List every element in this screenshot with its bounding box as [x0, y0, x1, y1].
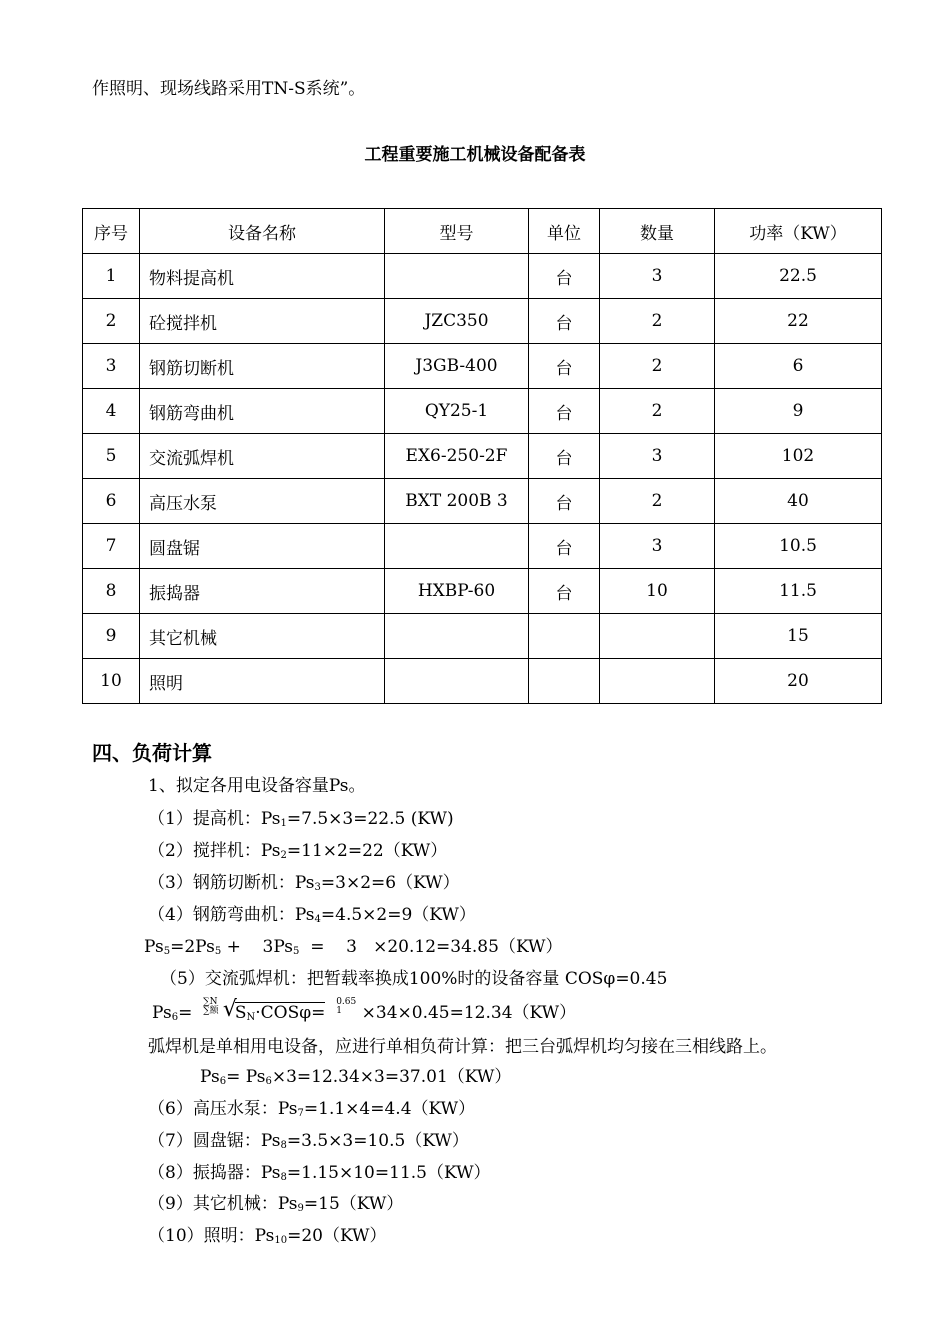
table-cell: 7: [83, 524, 140, 569]
table-cell: 台: [529, 344, 600, 389]
calc-line-9: 弧焊机是单相用电设备，应进行单相负荷计算：把三台弧焊机均匀接在三相线路上。: [148, 1037, 777, 1057]
calc-line-14: （9）其它机械：$Ps_9=15(KW)$: [148, 1194, 404, 1214]
table-cell: 2: [600, 344, 715, 389]
table-cell: 圆盘锯: [140, 524, 385, 569]
table-cell: 2: [83, 299, 140, 344]
table-cell: 40: [715, 479, 882, 524]
table-row: [83, 299, 882, 344]
table-header-cell: 型号: [385, 209, 529, 254]
table-row: [83, 659, 882, 704]
table-cell: 3: [83, 344, 140, 389]
table-cell: [385, 524, 529, 569]
table-cell: 高压水泵: [140, 479, 385, 524]
table-cell: 6: [715, 344, 882, 389]
table-cell: 102: [715, 434, 882, 479]
table-cell: [385, 254, 529, 299]
table-cell: [600, 614, 715, 659]
table-cell: 6: [83, 479, 140, 524]
table-cell: 台: [529, 569, 600, 614]
table-cell: 钢筋切断机: [140, 344, 385, 389]
table-cell: 20: [715, 659, 882, 704]
table-cell: 2: [600, 299, 715, 344]
table-cell: [385, 659, 529, 704]
table-row: [83, 524, 882, 569]
table-cell: [600, 659, 715, 704]
table-cell: 8: [83, 569, 140, 614]
calc-line-6: $Ps_5=2Ps_5$ + $3Ps_5$ = 3 ×20.12=34.85（KW）: [144, 937, 563, 957]
table-cell: 2: [600, 479, 715, 524]
table-cell: 3: [600, 524, 715, 569]
calc-line-3: （2）搅拌机：$Ps_2=11\times 2=22(KW)$: [148, 841, 448, 861]
table-header-cell: 数量: [600, 209, 715, 254]
calc-line-11: （6）高压水泵：$Ps_7=1.1\times 4=4.4(KW)$: [148, 1099, 476, 1119]
calc-line-12: （7）圆盘锯：$Ps_8=3.5\times 3=10.5(KW)$: [148, 1131, 469, 1151]
table-cell: 振捣器: [140, 569, 385, 614]
table-cell: 11.5: [715, 569, 882, 614]
table-cell: 10.5: [715, 524, 882, 569]
table-header-cell: 功率（KW）: [715, 209, 882, 254]
table-cell: 10: [600, 569, 715, 614]
table-row: [83, 344, 882, 389]
table-row: [83, 614, 882, 659]
table-cell: 3: [600, 254, 715, 299]
table-cell: 9: [715, 389, 882, 434]
calc-line-4: （3）钢筋切断机：$Ps_3=3\times 2=6(KW)$: [148, 873, 460, 893]
table-row: [83, 389, 882, 434]
table-header-cell: 设备名称: [140, 209, 385, 254]
table-header-cell: 序号: [83, 209, 140, 254]
table-title: 工程重要施工机械设备配备表: [364, 145, 586, 165]
calc-line-10: $Ps_6= Ps_6\times 3=12.34\times 3=37.01(KW)$: [200, 1067, 512, 1087]
table-cell: HXBP-60: [385, 569, 529, 614]
table-row: [83, 479, 882, 524]
table-cell: 台: [529, 389, 600, 434]
table-cell: [529, 614, 600, 659]
table-cell: BXT 200B 3: [385, 479, 529, 524]
table-row: [83, 569, 882, 614]
table-cell: 台: [529, 479, 600, 524]
table-cell: 22: [715, 299, 882, 344]
table-cell: J3GB-400: [385, 344, 529, 389]
table-cell: 台: [529, 254, 600, 299]
calc-line-1: 1、拟定各用电设备容量Ps。: [148, 776, 366, 796]
table-cell: 物料提高机: [140, 254, 385, 299]
table-cell: 交流弧焊机: [140, 434, 385, 479]
calc-line-13: （8）振捣器：$Ps_8=1.15\times 10=11.5(KW)$: [148, 1163, 491, 1183]
calc-line-5: （4）钢筋弯曲机：$Ps_4=4.5\times 2=9(KW)$: [148, 905, 476, 925]
table-cell: 台: [529, 434, 600, 479]
section-heading: 四、负荷计算: [92, 741, 212, 765]
table-cell: 5: [83, 434, 140, 479]
table-header-row: [83, 209, 882, 254]
table-cell: 10: [83, 659, 140, 704]
table-row: [83, 434, 882, 479]
table-header-cell: 单位: [529, 209, 600, 254]
table-cell: JZC350: [385, 299, 529, 344]
table-cell: 1: [83, 254, 140, 299]
table-cell: [385, 614, 529, 659]
table-cell: 砼搅拌机: [140, 299, 385, 344]
table-cell: 2: [600, 389, 715, 434]
calc-line-2: （1）提高机：$Ps_1=7.5\times 3=22.5$ (KW): [148, 809, 454, 829]
table-cell: 照明: [140, 659, 385, 704]
table-cell: 22.5: [715, 254, 882, 299]
table-cell: [529, 659, 600, 704]
table-row: [83, 254, 882, 299]
calc-line-8: $Ps_6= \sum N$ ∑额 √ $S_N\cdot COS\varphi= 0.65$ 1 ×34×0.45=12.34（KW）: [152, 998, 576, 1023]
equipment-table: [82, 208, 882, 704]
table-cell: 其它机械: [140, 614, 385, 659]
intro-text: 作照明、现场线路采用TN-S系统”。: [92, 79, 366, 99]
table-cell: 台: [529, 524, 600, 569]
table-cell: 15: [715, 614, 882, 659]
calc-line-15: （10）照明：$Ps_{10}=20(KW)$: [148, 1226, 387, 1246]
table-cell: QY25-1: [385, 389, 529, 434]
table-cell: 3: [600, 434, 715, 479]
table-cell: 9: [83, 614, 140, 659]
table-cell: 钢筋弯曲机: [140, 389, 385, 434]
calc-line-7: （5）交流弧焊机：把暂载率换成100%时的设备容量 COSφ=0.45: [160, 969, 668, 989]
table-cell: 台: [529, 299, 600, 344]
table-cell: EX6-250-2F: [385, 434, 529, 479]
table-cell: 4: [83, 389, 140, 434]
